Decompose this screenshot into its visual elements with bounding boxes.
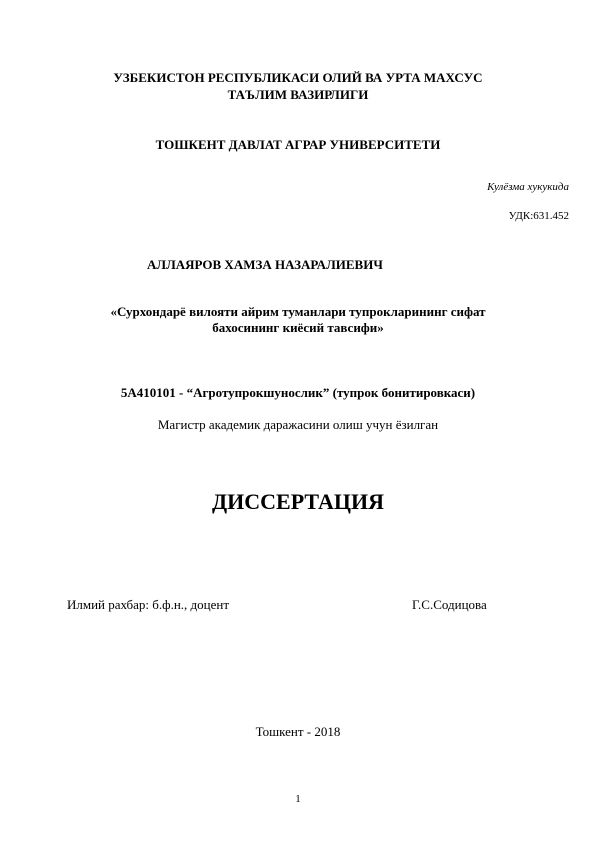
university-name: ТОШКЕНТ ДАВЛАТ АГРАР УНИВЕРСИТЕТИ: [155, 137, 441, 152]
supervisor-label: Илмий рахбар: б.ф.н., доцент: [67, 597, 230, 612]
specialty: 5А410101 - “Агротупрокшунослик” (тупрок бонитировкаси): [120, 385, 476, 400]
degree-note: Магистр академик даражасини олиш учун ёзилган: [157, 417, 439, 432]
page-number: 1: [295, 793, 301, 805]
rights-note: Кулёзма хукукида: [487, 181, 569, 193]
author-name: АЛЛАЯРОВ ХАМЗА НАЗАРАЛИЕВИЧ: [147, 257, 383, 272]
thesis-title-line-1: «Сурхондарё вилояти айрим туманлари тупрокларининг сифат: [110, 304, 486, 319]
place-year: Тошкент - 2018: [255, 724, 341, 739]
ministry-line-2: ТАЪЛИМ ВАЗИРЛИГИ: [227, 87, 369, 102]
ministry-line-1: УЗБЕКИСТОН РЕСПУБЛИКАСИ ОЛИЙ ВА УРТА МАХСУС: [113, 70, 483, 85]
supervisor-name: Г.С.Содицова: [412, 597, 487, 612]
document-type-title: ДИССЕРТАЦИЯ: [212, 489, 384, 514]
thesis-title-line-2: бахосининг киёсий тавсифи»: [212, 320, 384, 335]
udk-code: УДК:631.452: [508, 210, 569, 222]
